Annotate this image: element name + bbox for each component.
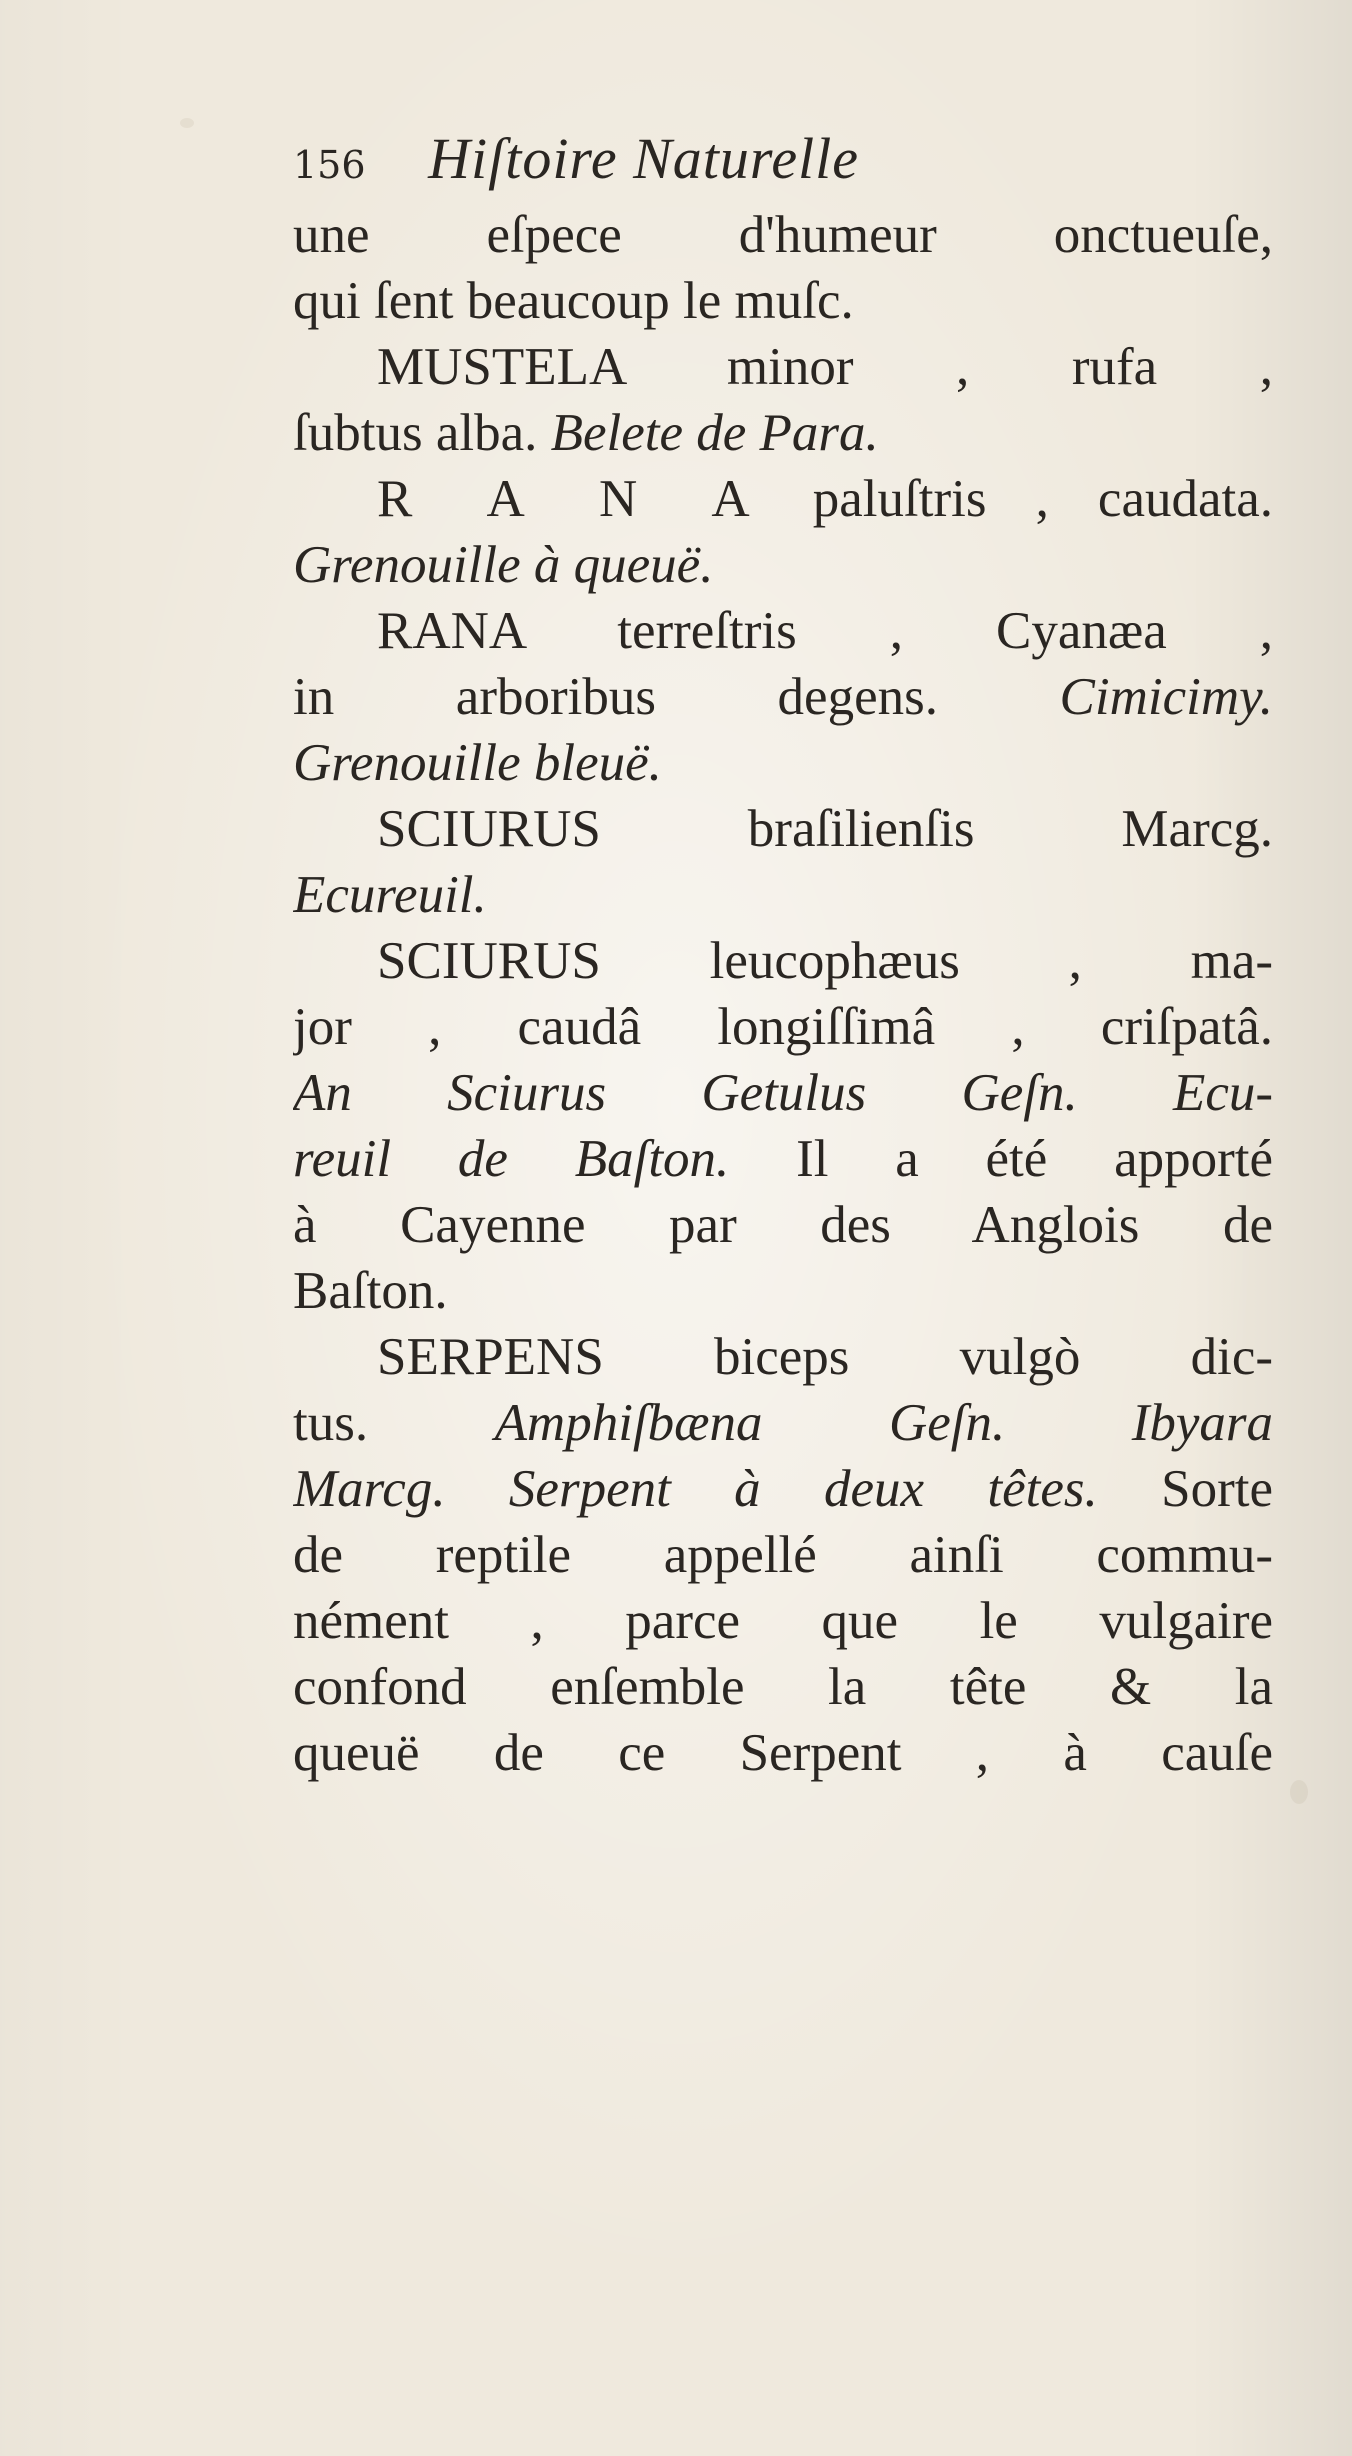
text-segment: ſubtus alba. [293,404,551,462]
common-name: Ecureuil. [293,866,487,924]
synonym-names: Amphiſbæna Geſn. Ibyara [494,1394,1273,1452]
text-line: Baſton. [293,1262,448,1320]
text-line [293,664,1273,730]
text-segment: in arboribus degens. [293,668,1060,726]
text-line: qui ſent beaucoup le muſc. [293,272,854,330]
entry-mustela: MUSTELA minor , rufa , [377,338,1273,396]
paper-stain [180,118,194,128]
page-number: 156 [293,143,366,187]
running-title: Hiſtoire Naturelle [428,126,860,191]
text-line: une eſpece d'humeur onctueuſe, [293,206,1273,264]
text-segment: Sorte [1161,1460,1273,1518]
common-name: Grenouille bleuë. [293,734,662,792]
entry-serpens: SERPENS biceps vulgò dic- [377,1328,1273,1386]
text-line [293,400,1273,466]
text-segment: tus. [293,1394,495,1452]
entry-sciurus-braſilienſis: SCIURUS braſilienſis Marcg. [377,800,1273,858]
entry-rana-terreſtris: RANA terreſtris , Cyanæa , [377,602,1273,660]
text-segment: paluſtris , caudata. [763,470,1273,528]
common-name: Cimicimy. [1059,668,1273,726]
entry-sciurus-leucophæus: SCIURUS leucophæus , ma- [377,932,1273,990]
common-name: Marcg. Serpent à deux têtes. [293,1460,1162,1518]
common-name: reuil de Baſton. [293,1130,797,1188]
text-line: jor , caudâ longiſſimâ , criſpatâ. [293,998,1273,1056]
page-header [293,116,1273,202]
text-block [293,116,1273,1786]
text-line [293,1390,1273,1456]
entry-rana-paluſtris [293,466,1273,532]
text-line: queuë de ce Serpent , à cauſe [293,1724,1273,1782]
genus-name: R A N A [377,470,764,528]
text-line: nément , parce que le vulgaire [293,1592,1273,1650]
text-line [293,1126,1273,1192]
text-segment: Il a été apporté [796,1130,1273,1188]
paper-stain [1290,1780,1308,1804]
common-name: Grenouille à queuë. [293,536,714,594]
text-line: à Cayenne par des Anglois de [293,1196,1273,1254]
text-line [293,1456,1273,1522]
text-line: confond enſemble la tête & la [293,1658,1273,1716]
text-line: An Sciurus Getulus Geſn. Ecu- [293,1064,1273,1122]
text-line: de reptile appellé ainſi commu- [293,1526,1273,1584]
common-name: Belete de Para. [550,404,879,462]
